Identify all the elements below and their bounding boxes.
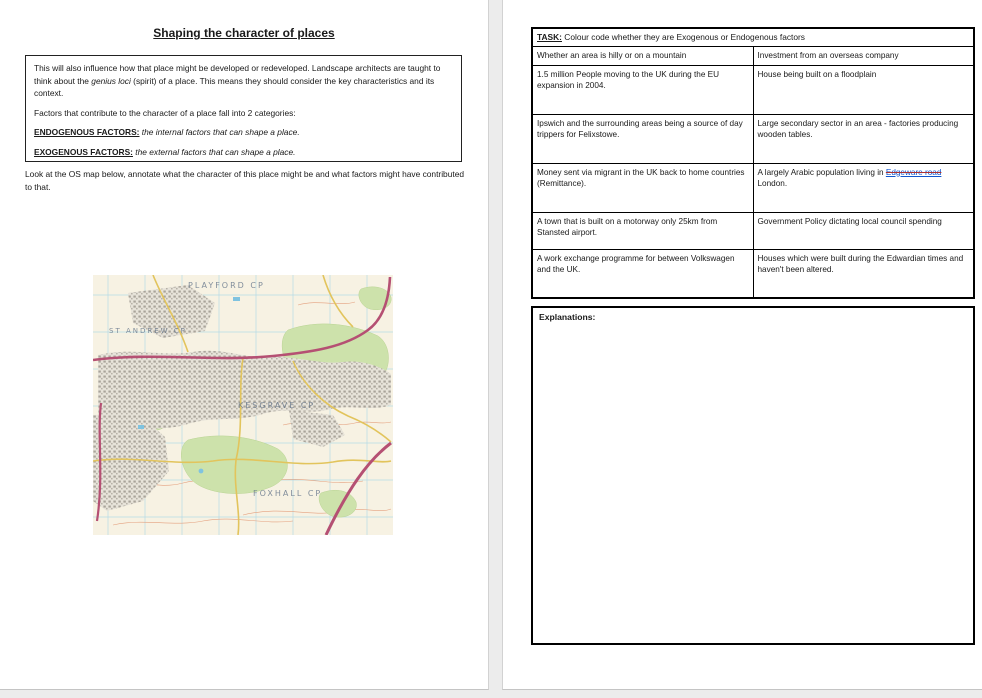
intro-p1-after: (spirit) of a place. This means they should consider the key characteristics and its context. [34, 75, 435, 99]
table-row [532, 46, 974, 65]
table-row [532, 212, 974, 249]
edgeware-road-link[interactable]: Edgeware road [885, 167, 942, 177]
task-header-cell [532, 28, 974, 46]
explanations-box [531, 306, 975, 645]
worksheet-page-left [0, 0, 489, 690]
factor-cell-ipswich: Ipswich and the surrounding areas being a source of day trippers for Felixstowe. [532, 114, 753, 163]
arabic-population-before: A largely Arabic population living in [757, 167, 886, 177]
page-title: Shaping the character of places [153, 26, 335, 40]
exogenous-label: EXOGENOUS FACTORS: [34, 147, 133, 158]
endogenous-label: ENDOGENOUS FACTORS: [34, 127, 140, 138]
table-row [532, 249, 974, 298]
factors-task-table [531, 27, 975, 299]
arabic-population-after: London. [757, 179, 788, 189]
map-label-playford: PLAYFORD CP [188, 281, 265, 290]
factor-cell-remittance: Money sent via migrant in the UK back to home countries (Remittance). [532, 163, 753, 212]
factor-cell-floodplain: House being built on a floodplain [753, 65, 974, 114]
exogenous-line [34, 146, 453, 159]
table-row [532, 65, 974, 114]
map-label-rushmere: ST ANDREW CP [109, 327, 187, 335]
map-instruction-text: Look at the OS map below, annotate what the character of this place might be and what factors might have contributed to that. [25, 169, 465, 192]
task-header-row [532, 28, 974, 46]
intro-p1-before: This will also influence how that place might be developed or redeveloped. Landscape architects are taught to think about the [34, 63, 441, 86]
os-map-svg [93, 275, 393, 535]
endogenous-line [34, 126, 453, 139]
explanations-label: Explanations: [539, 312, 596, 322]
factor-cell-investment: Investment from an overseas company [753, 46, 974, 65]
factor-cell-government-policy: Government Policy dictating local council spending [753, 212, 974, 249]
intro-paragraph-1 [34, 62, 453, 100]
exogenous-definition: the external factors that can shape a place. [132, 147, 296, 158]
genius-loci-italic: genius loci [91, 75, 131, 86]
factor-cell-eu-migration: 1.5 million People moving to the UK during the EU expansion in 2004. [532, 65, 753, 114]
edgeware-road-strike [886, 168, 942, 177]
map-label-kesgrave: KESGRAVE CP [238, 401, 316, 410]
task-label: TASK: [537, 32, 562, 42]
task-instruction: Colour code whether they are Exogenous or Endogenous factors [561, 32, 805, 42]
table-row [532, 163, 974, 212]
factor-cell-motorway: A town that is built on a motorway only 25km from Stansted airport. [532, 212, 753, 249]
map-label-foxhall: FOXHALL CP [253, 489, 323, 498]
intro-paragraph-2: Factors that contribute to the character of a place fall into 2 categories: [34, 107, 296, 118]
worksheet-page-right [502, 0, 982, 690]
intro-text-box [25, 55, 462, 162]
factor-cell-hilly: Whether an area is hilly or on a mountain [532, 46, 753, 65]
factor-cell-secondary-sector: Large secondary sector in an area - factories producing wooden tables. [753, 114, 974, 163]
factor-cell-arabic-population [753, 163, 974, 212]
endogenous-definition: the internal factors that can shape a place. [139, 127, 300, 138]
os-map-image [93, 275, 393, 535]
factor-cell-volkswagen: A work exchange programme for between Volkswagen and the UK. [532, 249, 753, 298]
factor-cell-edwardian-houses: Houses which were built during the Edwardian times and haven't been altered. [753, 249, 974, 298]
table-row [532, 114, 974, 163]
